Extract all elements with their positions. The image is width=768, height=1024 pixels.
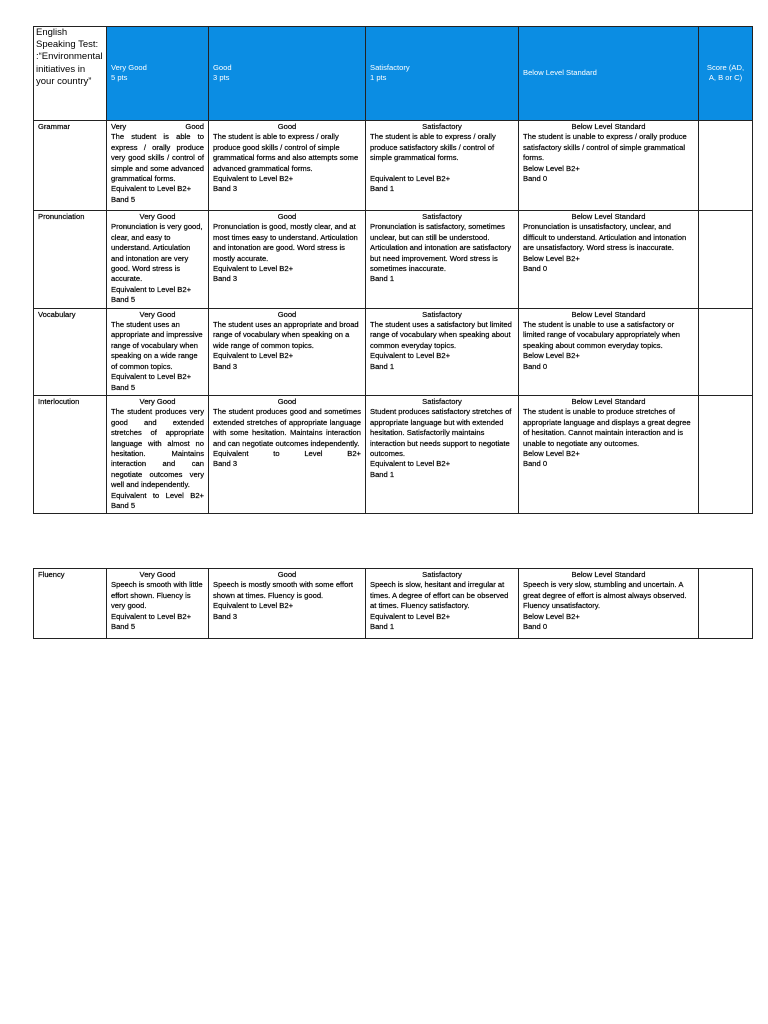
descriptor-text: The student is able to express / orally produce satisfactory skills / control of simple grammatical forms. (370, 132, 496, 163)
test-title: English Speaking Test: :“Environmental initiatives in your country” (34, 27, 107, 121)
band-label: Band 5 (111, 500, 136, 510)
cell-good (209, 211, 366, 309)
level-equivalence: Equivalent to Level B2+ (370, 351, 451, 361)
level-heading: Very Good (139, 396, 176, 406)
level-equivalence: Equivalent to Level B2+ (213, 174, 294, 184)
level-heading: Good (277, 212, 297, 221)
level-equivalence: Equivalent to Level B2+ (111, 284, 192, 294)
level-equivalence: Equivalent to Level B2+ (213, 264, 294, 274)
column-label: Very Good (111, 62, 147, 72)
cell-very-good (107, 211, 209, 309)
level-heading: Satisfactory (422, 122, 462, 131)
cell-satisfactory (366, 121, 519, 211)
band-label: Band 5 (111, 382, 136, 392)
column-points: 5 pts (111, 73, 128, 82)
descriptor-text: The student is unable to express / orally produce satisfactory skills / control of simple grammatical forms. (523, 132, 687, 163)
level-equivalence: Equivalent to Level B2+ (213, 601, 294, 611)
cell-below-level (519, 308, 699, 395)
criterion-label: Vocabulary (38, 309, 76, 319)
band-label: Band 1 (370, 274, 395, 284)
descriptor-text: The student uses an appropriate and impressive range of vocabulary when speaking on a wide range of common topics. (111, 320, 203, 371)
criterion-cell (34, 308, 107, 395)
level-heading: Satisfactory (422, 396, 462, 406)
fluency-table (33, 568, 753, 639)
descriptor-text: Pronunciation is good, mostly clear, and at most times easy to understand. Articulation and intonation are good. Word stress is mostly accurate. (213, 222, 358, 263)
level-heading: Very Good (139, 309, 176, 319)
criterion-label: Grammar (38, 122, 71, 131)
level-equivalence: Equivalent to Level B2+ (213, 448, 361, 458)
level-equivalence: Below Level B2+ (523, 351, 580, 361)
cell-good (209, 395, 366, 513)
band-label: Band 5 (111, 622, 136, 632)
band-label: Band 0 (523, 264, 548, 274)
cell-satisfactory (366, 395, 519, 513)
column-header-good (209, 27, 366, 121)
cell-good (209, 121, 366, 211)
criterion-label: Fluency (38, 570, 65, 579)
band-label: Band 3 (213, 611, 238, 621)
level-heading: Very Good (139, 212, 176, 221)
level-heading: Good (277, 396, 297, 406)
rubric-row-grammar (34, 121, 753, 211)
criterion-cell (34, 395, 107, 513)
band-label: Band 5 (111, 194, 136, 204)
descriptor-text: Speech is mostly smooth with some effort shown at times. Fluency is good. (213, 580, 353, 600)
cell-satisfactory (366, 211, 519, 309)
cell-very-good (107, 121, 209, 211)
level-heading: Good (277, 122, 297, 131)
band-label: Band 1 (370, 361, 395, 371)
score-cell (699, 211, 753, 309)
band-label: Band 1 (370, 622, 395, 632)
level-heading: Below Level Standard (571, 212, 646, 221)
level-equivalence: Below Level B2+ (523, 611, 580, 621)
level-heading: Below Level Standard (571, 309, 646, 319)
column-header-below-level (519, 27, 699, 121)
descriptor-text: Speech is very slow, stumbling and uncertain. A great degree of effort is almost always observed. Fluency unsatisfactory. (523, 580, 687, 611)
column-label: Satisfactory (370, 62, 410, 72)
cell-below-level (519, 211, 699, 309)
level-heading: Satisfactory (422, 570, 462, 579)
level-heading: Below Level Standard (571, 570, 646, 579)
score-cell (699, 308, 753, 395)
descriptor-text: Pronunciation is unsatisfactory, unclear, and difficult to understand. Articulation and intonation are unsatisfactory. Word stress is inaccurate. (523, 222, 687, 253)
band-label: Band 3 (213, 274, 238, 284)
cell-good (209, 308, 366, 395)
descriptor-text: The student is unable to use a satisfactory or limited range of vocabulary appropriately when speaking about common everyday topics. (523, 320, 681, 350)
level-heading: Below Level Standard (571, 122, 646, 131)
cell-good (209, 569, 366, 639)
descriptor-text: Pronunciation is very good, clear, and easy to understand. Articulation and intonation are very good. Word stress is accurate. (111, 222, 203, 284)
band-label: Band 3 (213, 459, 238, 469)
descriptor-text: The student is unable to produce stretches of appropriate language and displays a great degree of hesitation. Cannot maintain interaction and is unable to negotiate any outcomes. (523, 407, 691, 448)
score-cell (699, 121, 753, 211)
level-equivalence: Equivalent to Level B2+ (370, 611, 451, 621)
cell-very-good (107, 308, 209, 395)
level-equivalence: Equivalent to Level B2+ (111, 184, 192, 194)
rubric-row-pronunciation (34, 211, 753, 309)
rubric-header-row (34, 27, 753, 121)
level-equivalence: Equivalent to Level B2+ (370, 459, 451, 469)
criterion-cell (34, 569, 107, 639)
column-header-very-good (107, 27, 209, 121)
descriptor-text: The student uses an appropriate and broad range of vocabulary when speaking on a wide range of common topics. (213, 320, 359, 350)
cell-below-level (519, 569, 699, 639)
descriptor-text: The student is able to express / orally produce good skills / control of simple grammatical forms and also attempts some advanced grammatical forms. (213, 132, 359, 173)
criterion-cell (34, 211, 107, 309)
column-label: Below Level Standard (523, 67, 597, 77)
band-label: Band 1 (370, 469, 395, 479)
column-points: 3 pts (213, 73, 230, 82)
level-equivalence: Equivalent to Level B2+ (111, 372, 192, 382)
cell-below-level (519, 121, 699, 211)
band-label: Band 5 (111, 295, 136, 305)
score-cell (699, 395, 753, 513)
level-heading: Very Good (139, 570, 176, 579)
descriptor-text: The student is able to express / orally produce very good skills / control of simple and some advanced grammatical forms. (111, 132, 204, 184)
cell-satisfactory (366, 569, 519, 639)
level-heading: Good (277, 570, 297, 579)
band-label: Band 0 (523, 622, 548, 632)
level-equivalence: Equivalent to Level B2+ (111, 490, 204, 500)
descriptor-text: The student uses a satisfactory but limited range of vocabulary when speaking about common everyday topics. (370, 320, 512, 350)
column-points: 1 pts (370, 73, 387, 82)
level-heading: Good (277, 309, 297, 319)
descriptor-text: The student produces good and sometimes extended stretches of appropriate language with some hesitation. Maintains interaction and can negotiate outcomes independently. (213, 407, 361, 448)
criterion-label: Interlocution (38, 396, 80, 406)
rubric-table (33, 26, 753, 514)
band-label: Band 3 (213, 184, 238, 194)
band-label: Band 0 (523, 361, 548, 371)
level-equivalence: Equivalent to Level B2+ (111, 611, 192, 621)
level-equivalence: Equivalent to Level B2+ (370, 174, 451, 184)
level-heading: Very Good (111, 122, 204, 131)
rubric-row-fluency (34, 569, 753, 639)
level-heading: Below Level Standard (571, 396, 646, 406)
band-label: Band 3 (213, 361, 238, 371)
level-equivalence: Below Level B2+ (523, 253, 580, 263)
band-label: Band 1 (370, 184, 395, 194)
level-equivalence: Below Level B2+ (523, 448, 580, 458)
descriptor-text: Pronunciation is satisfactory, sometimes unclear, but can still be understood. Articulation and intonation are satisfactory but need improvement. Word stress is sometimes inaccurate. (370, 222, 511, 274)
column-header-score: Score (AD, A, B or C) (699, 27, 753, 121)
descriptor-text: The student produces very good and extended stretches of appropriate language with almost no hesitation. Maintains interaction and can negotiate outcomes very well and independently. (111, 407, 204, 490)
level-equivalence: Equivalent to Level B2+ (213, 351, 294, 361)
descriptor-text: Student produces satisfactory stretches of appropriate language but with extended hesitation. Satisfactorily maintains interaction but needs support to negotiate outcomes. (370, 407, 512, 458)
cell-below-level (519, 395, 699, 513)
score-cell (699, 569, 753, 639)
level-equivalence: Below Level B2+ (523, 163, 580, 173)
band-label: Band 0 (523, 174, 548, 184)
criterion-cell (34, 121, 107, 211)
level-heading: Satisfactory (422, 212, 462, 221)
rubric-row-vocabulary (34, 308, 753, 395)
band-label: Band 0 (523, 459, 548, 469)
cell-very-good (107, 395, 209, 513)
cell-very-good (107, 569, 209, 639)
descriptor-text: Speech is slow, hesitant and irregular at times. A degree of effort can be observed at times. Fluency satisfactory. (370, 580, 509, 611)
cell-satisfactory (366, 308, 519, 395)
column-label: Good (213, 62, 232, 72)
rubric-row-interlocution (34, 395, 753, 513)
descriptor-text: Speech is smooth with little effort shown. Fluency is very good. (111, 580, 203, 611)
column-header-satisfactory (366, 27, 519, 121)
level-heading: Satisfactory (422, 309, 462, 319)
criterion-label: Pronunciation (38, 212, 85, 221)
